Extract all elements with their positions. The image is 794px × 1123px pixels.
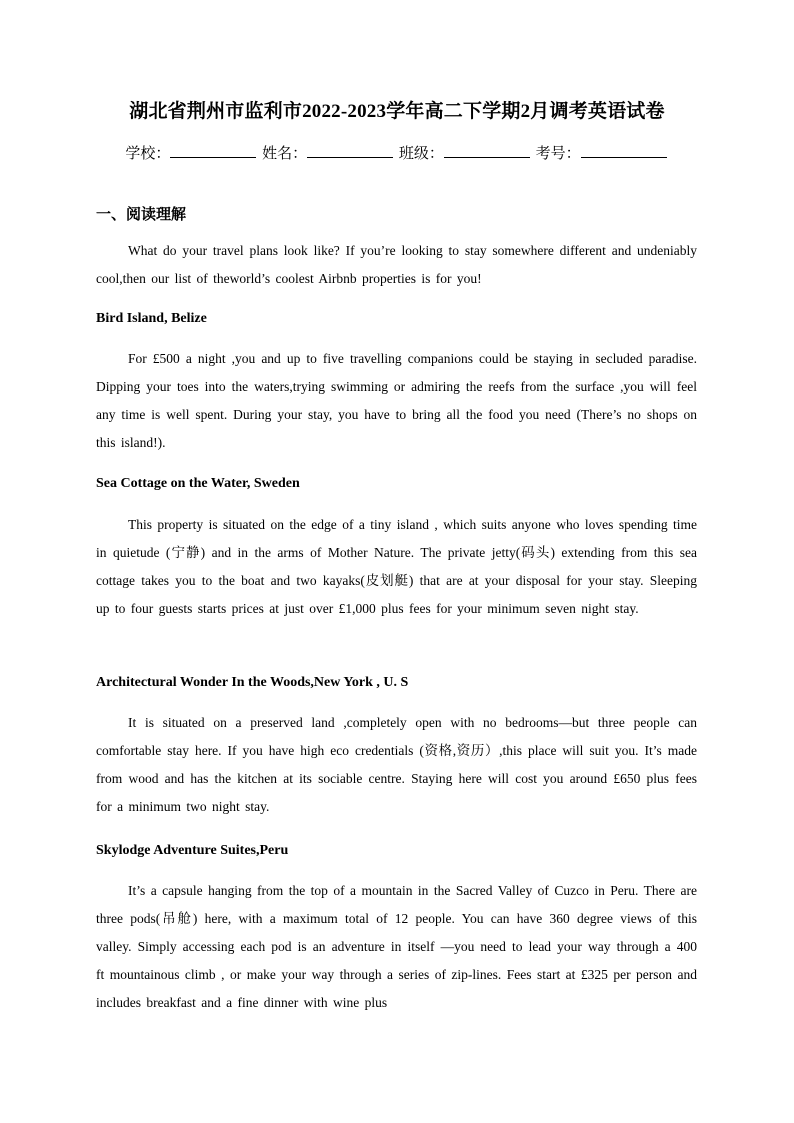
property-heading: Architectural Wonder In the Woods,New York , U. S — [96, 675, 409, 690]
student-info-row — [0, 142, 794, 163]
section-heading: 一、阅读理解 — [96, 207, 187, 223]
exam-number-field — [536, 142, 669, 163]
name-field — [262, 142, 395, 163]
property-heading: Bird Island, Belize — [96, 311, 207, 326]
property-heading: Skylodge Adventure Suites,Peru — [96, 843, 289, 858]
name-blank[interactable] — [307, 143, 393, 158]
class-blank[interactable] — [444, 143, 530, 158]
school-blank[interactable] — [170, 143, 256, 158]
property-paragraph: This property is situated on the edge of a tiny island , which suits anyone who loves spending time in quietude (宁静) and in the arms of Mother Nature. The private jetty(码头) extending from this sea cottage takes you to the boat and two kayaks(皮划艇) that are at your disposal for your stay. Sleeping up to four guests starts prices at just over £1,000 plus fees for your minimum seven night stay. — [96, 517, 697, 616]
class-field — [399, 142, 532, 163]
school-label: 学校： — [125, 146, 171, 162]
name-label: 姓名： — [262, 146, 308, 162]
property-paragraph: It’s a capsule hanging from the top of a mountain in the Sacred Valley of Cuzco in Peru. There are three pods(吊舱) here, with a maximum total of 12 people. You can have 360 degree views of this valley. Simply accessing each pod is an adventure in itself —you need to lead your way through a 400 ft mountainous climb , or make your way through a series of zip-lines. Fees start at £325 per person and includes breakfast and a fine dinner with wine plus — [96, 883, 697, 1010]
exam-number-blank[interactable] — [581, 143, 667, 158]
page-title: 湖北省荆州市监利市2022-2023学年高二下学期2月调考英语试卷 — [129, 101, 665, 122]
intro-paragraph: What do your travel plans look like? If you’re looking to stay somewhere different and undeniably cool,then our list of theworld’s coolest Airbnb properties is for you! — [96, 243, 697, 286]
property-heading: Sea Cottage on the Water, Sweden — [96, 476, 300, 491]
exam-number-label: 考号： — [535, 146, 581, 162]
class-label: 班级： — [398, 146, 444, 162]
property-paragraph: It is situated on a preserved land ,completely open with no bedrooms—but three people can comfortable stay here. If you have high eco credentials (资格,资历）,this place will suit you. It’s made from wood and has the kitchen at its sociable centre. Staying here will cost you around £650 plus fees for a minimum two night stay. — [96, 715, 697, 814]
school-field — [125, 142, 258, 163]
property-paragraph: For £500 a night ,you and up to five travelling companions could be staying in secluded paradise. Dipping your toes into the waters,trying swimming or admiring the reefs from the surface ,you will feel any time is well spent. During your stay, you have to bring all the food you need (There’s no shops on this island!). — [96, 351, 697, 450]
